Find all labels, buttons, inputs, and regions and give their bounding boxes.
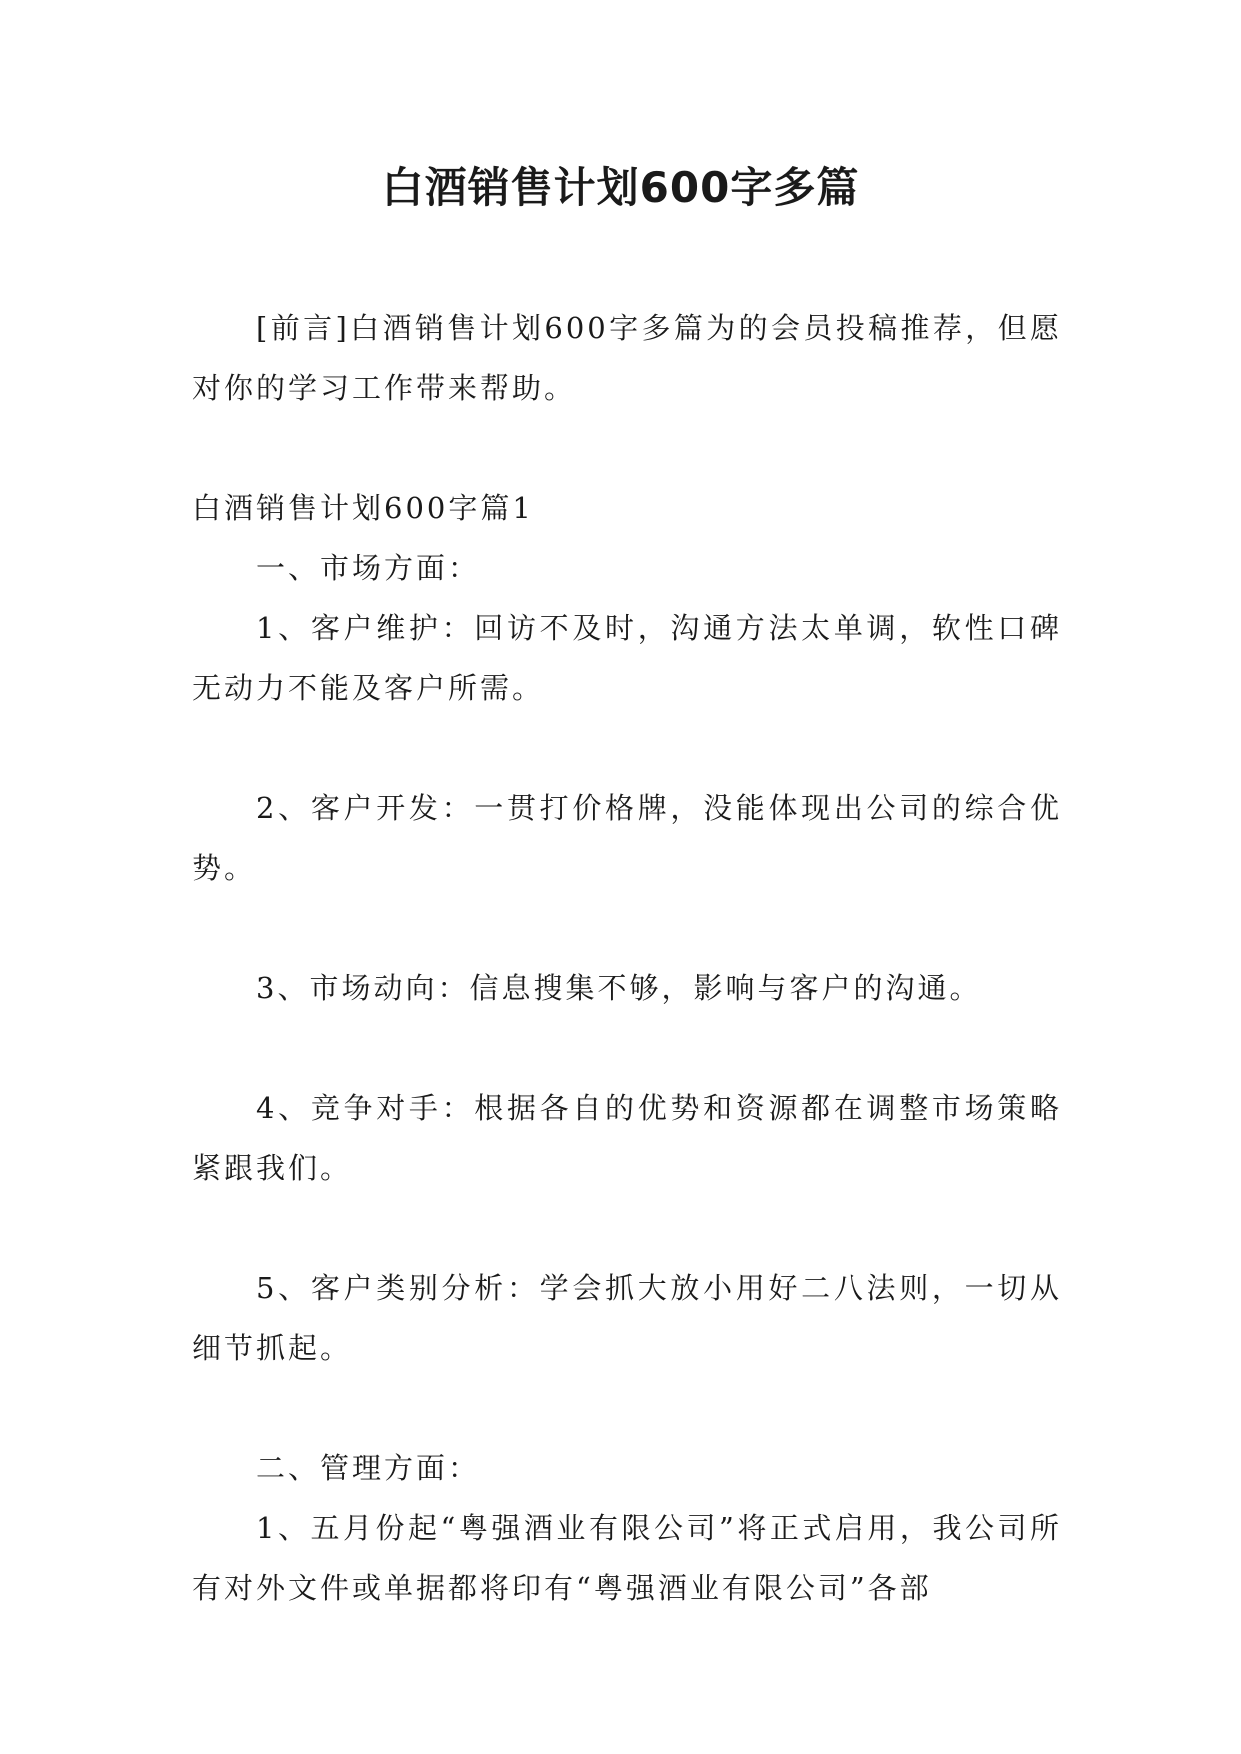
part2-heading: 二、管理方面： bbox=[256, 1451, 481, 1485]
list-item: 4、竞争对手：根据各自的优势和资源都在调整市场策略紧跟我们。 bbox=[192, 1091, 1062, 1185]
list-item: 1、五月份起“粤强酒业有限公司”将正式启用，我公司所有对外文件或单据都将印有“粤强酒业有限公司”各部 bbox=[192, 1511, 1062, 1605]
document-title: 白酒销售计划600字多篇 bbox=[381, 163, 860, 212]
document-body bbox=[192, 298, 1062, 1618]
list-item: 2、客户开发：一贯打价格牌，没能体现出公司的综合优势。 bbox=[192, 791, 1062, 885]
list-item: 1、客户维护：回访不及时，沟通方法太单调，软性口碑无动力不能及客户所需。 bbox=[192, 611, 1062, 705]
list-item: 5、客户类别分析：学会抓大放小用好二八法则，一切从细节抓起。 bbox=[192, 1271, 1062, 1365]
section-heading: 白酒销售计划600字篇1 bbox=[192, 491, 534, 525]
part1-heading: 一、市场方面： bbox=[256, 551, 481, 585]
list-item: 3、市场动向：信息搜集不够，影响与客户的沟通。 bbox=[256, 971, 982, 1005]
preface-paragraph: [前言]白酒销售计划600字多篇为的会员投稿推荐，但愿对你的学习工作带来帮助。 bbox=[192, 311, 1062, 405]
